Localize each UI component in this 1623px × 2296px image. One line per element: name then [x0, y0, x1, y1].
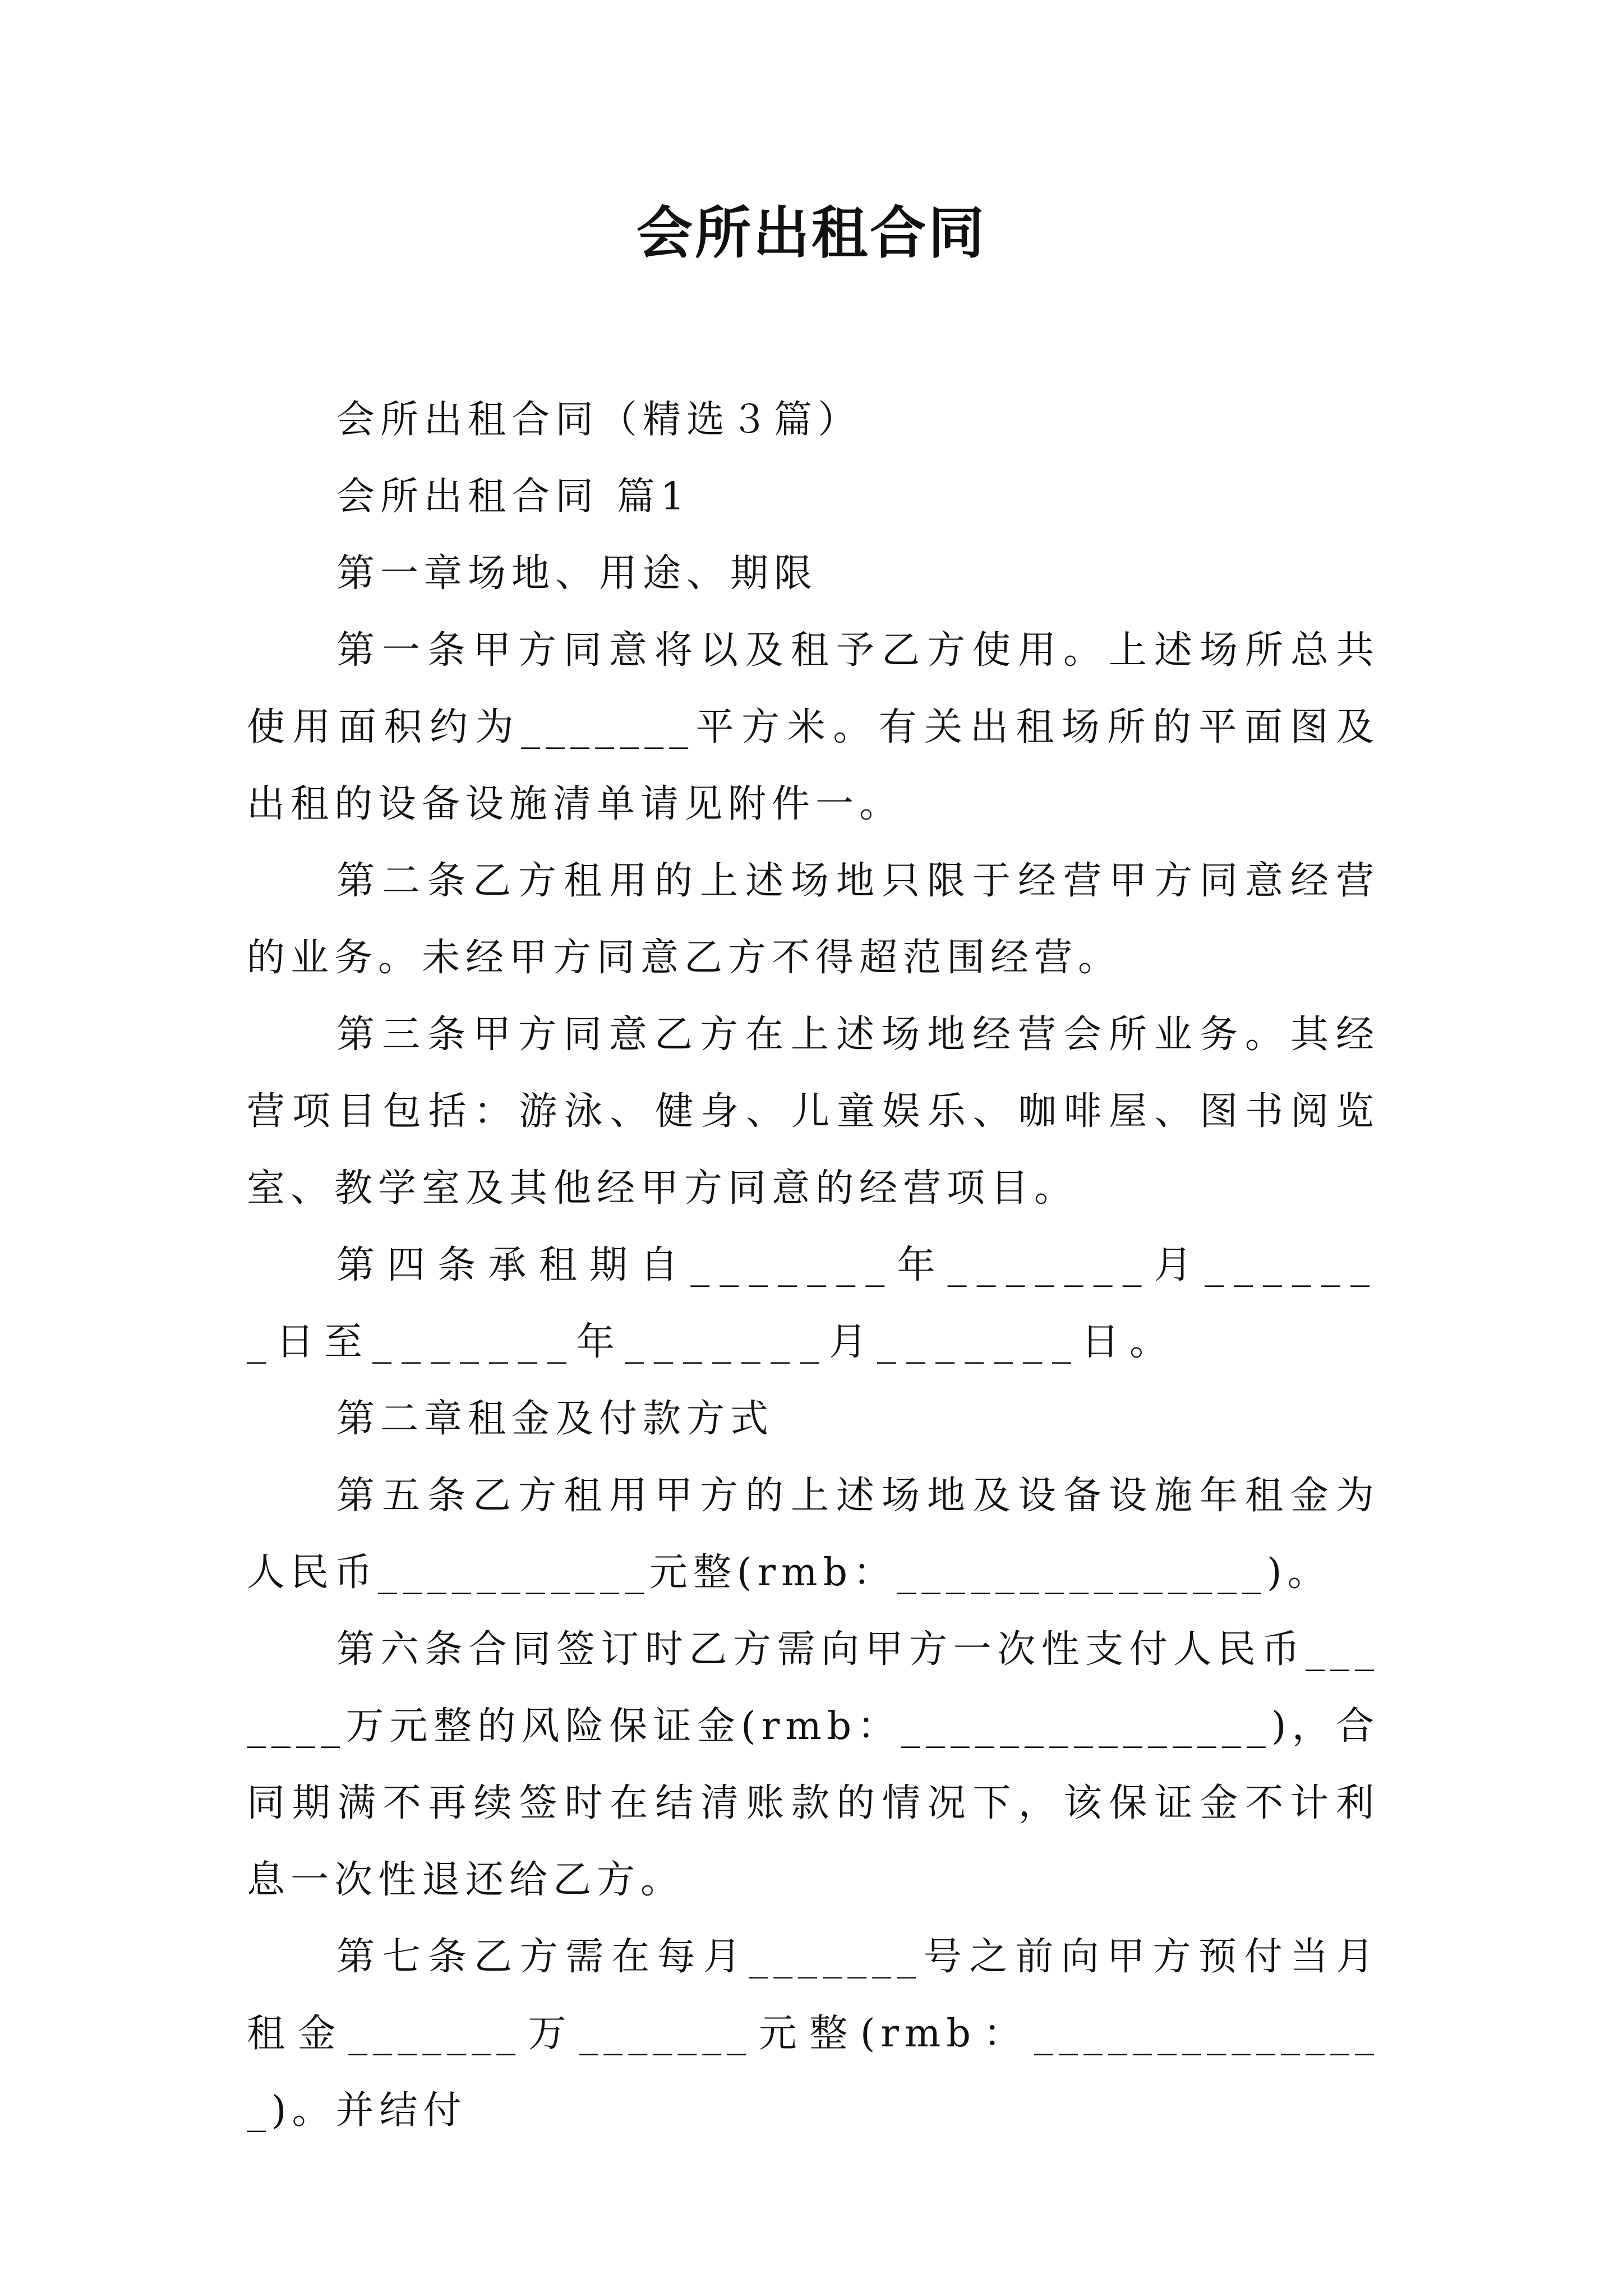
paragraph-subtitle: 会所出租合同（精选３篇） [336, 398, 862, 442]
paragraph-article-3: 第三条甲方同意乙方在上述场地经营会所业务。其经营项目包括：游泳、健身、儿童娱乐、咖啡屋、图书阅览室、教学室及其他经甲方同意的经营项目。 [247, 1013, 1380, 1211]
paragraph-article-6: 第六条合同签订时乙方需向甲方一次性支付人民币_______万元整的风险保证金(rmb：_______________)，合同期满不再续签时在结清账款的情况下，该保证金不计利息一次性退还给乙方。 [247, 1627, 1380, 1902]
paragraph-article-1: 第一条甲方同意将以及租予乙方使用。上述场所总共使用面积约为_______平方米。有关出租场所的平面图及出租的设备设施清单请见附件一。 [247, 628, 1380, 826]
paragraph-section-title: 会所出租合同 篇1 [336, 475, 690, 519]
paragraph-chapter-2: 第二章租金及付款方式 [336, 1397, 774, 1441]
paragraph-article-4: 第四条承租期自_______年_______月_______日至_______年_______月_______日。 [247, 1243, 1380, 1364]
paragraph-article-2: 第二条乙方租用的上述场地只限于经营甲方同意经营的业务。未经甲方同意乙方不得超范围经营。 [247, 859, 1380, 980]
paragraph-chapter-1: 第一章场地、用途、期限 [336, 551, 818, 596]
paragraph-article-7: 第七条乙方需在每月_______号之前向甲方预付当月租金_______万_______元整(rmb：_______________)。并结付 [247, 1935, 1380, 2133]
paragraph-article-5: 第五条乙方租用甲方的上述场地及设备设施年租金为人民币___________元整(rmb：_______________)。 [247, 1474, 1380, 1595]
document-body [247, 381, 1380, 2149]
document-title: 会所出租合同 [637, 200, 986, 266]
